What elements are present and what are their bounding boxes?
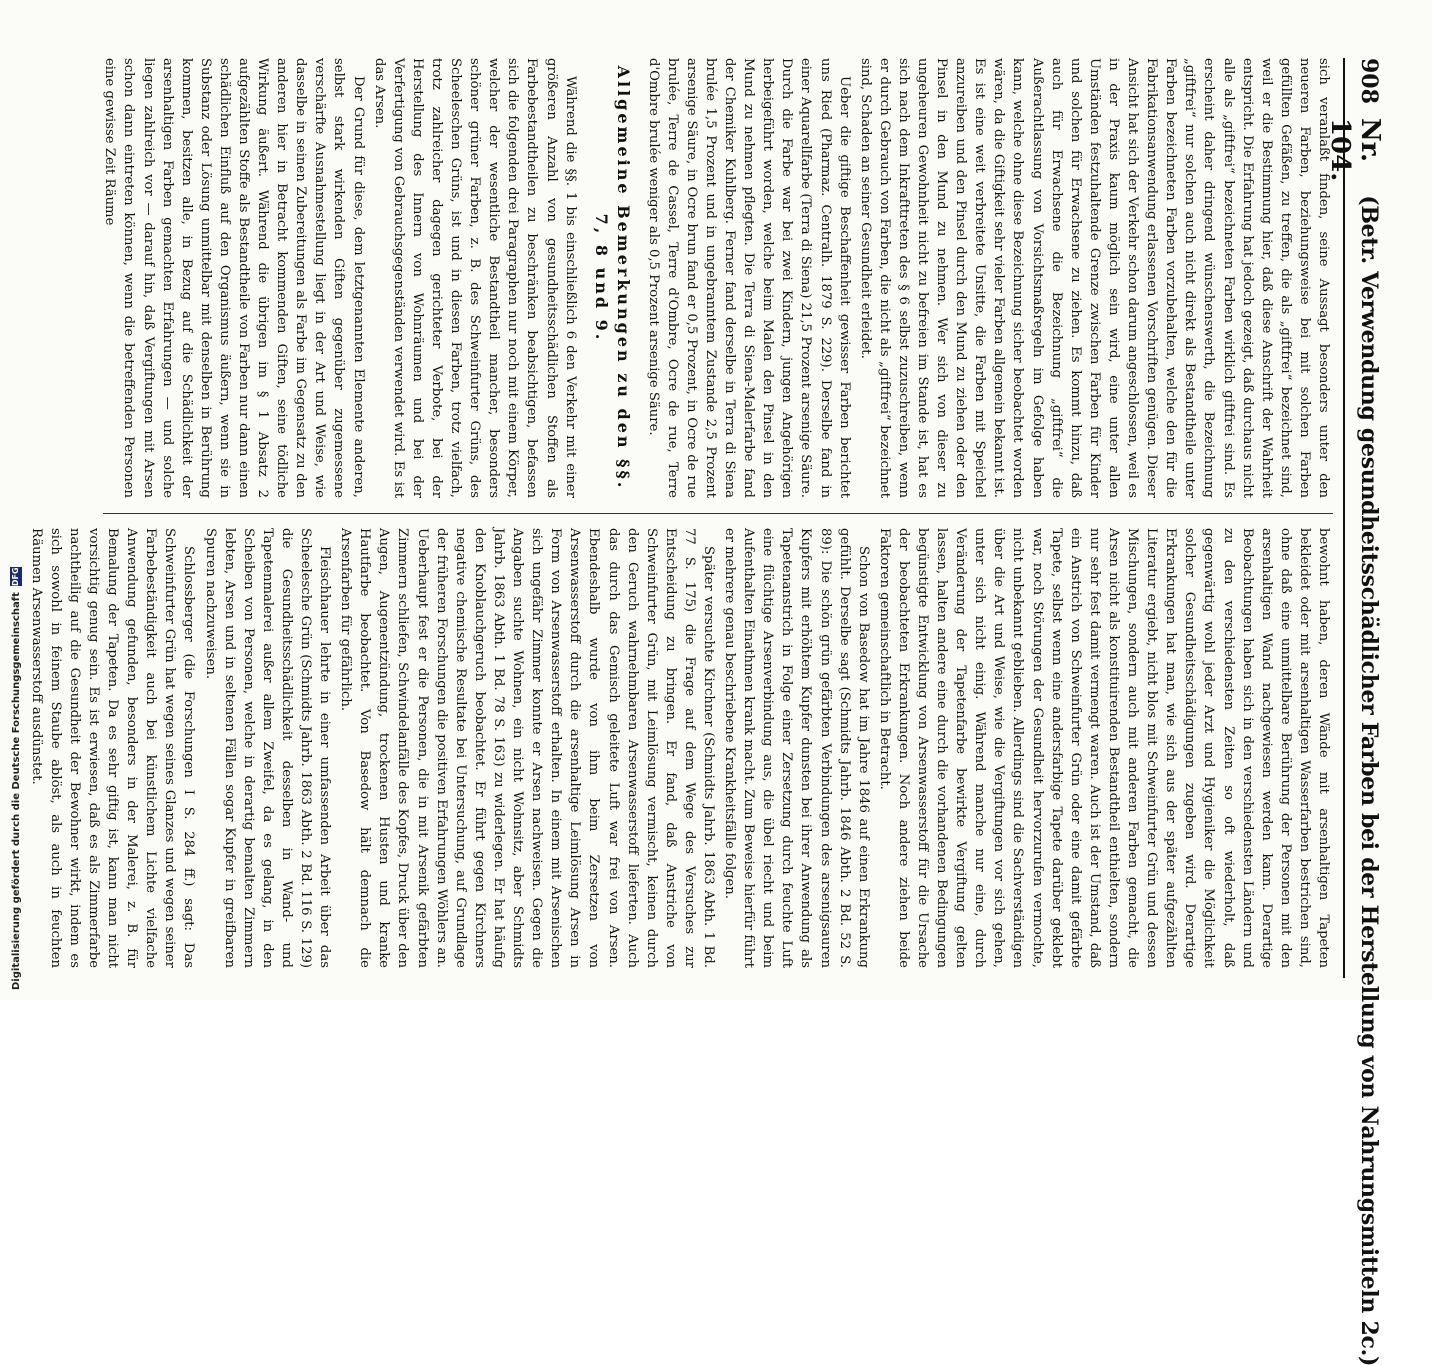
paragraph: Fleischhauer lehrte in einer umfassenden Arbeit über das Scheelesche Grün (Schmidts Jahrb. 1863 Abth. 2 Bd. 116 S. 129) die Gesundheitsschädlichkeit desselben in Wand- und Tapetenmalerei außer allem Zweifel, da es gelang, in den Scheiben von Personen, welche in derartig bemalten Zimmern lebten, Arsen und in seltenen Fällen sogar Kupfer in greifbaren Spuren nachzuweisen. bbox=[202, 528, 333, 968]
left-column bbox=[103, 58, 1333, 498]
digitization-credit bbox=[6, 567, 26, 990]
page-number: 908 bbox=[1356, 58, 1382, 104]
column-divider bbox=[103, 513, 1333, 514]
running-title: (Betr. Verwendung gesundheitsschädlicher Farben bei der Herstellung von Nahrungsmitteln 2c.) bbox=[1356, 195, 1382, 1366]
issue-number: Nr. 104. bbox=[1325, 117, 1385, 182]
paragraph: sich veranlaßt finden, seine Aussagt besonders unter den neueren Farben, beziehungsweise bei mit solchen Farben gefüllten Gefäßen, zu treffen, die als „giftfrei“ bezeichnet sind, weil er die Bestimmung hier, daß diese Anschrift der Wahrheit entspricht. Die Erfahrung hat jedoch gezeigt, daß durchaus nicht alle als „giftfrei“ bezeichneten Farben wirklich giftfrei sind. Es erscheint daher dringend wünschenswerth, die Bezeichnung „giftfrei“ nur solchen auch nicht direkt als Bestandtheile unter Farben bezeichneten Farben vorzubehalten, welche den für die Fabrikationsanwendung erlassenen Vorschriften genügen. Dieser Ansicht hat sich der Verkehr schon darum angeschlossen, weil es in der Praxis kaum möglich sein wird, eine unter allen Umständen festzuhaltende Grenze zwischen Farben für Kinder und solchen für Erwachsene zu ziehen. Es kommt hinzu, daß auch für Erwachsene die Bezeichnung „giftfrei“ die Außerachtlassung von Vorsichtsmaßregeln im Gefolge haben kann, welche ohne diese Bezeichnung sicher beobachtet worden wären, da die Giftigkeit sehr vieler Farben allgemein bekannt ist. Es ist eine weit verbreitete Unsitte, die Farben mit Speichel anzureiben und den Pinsel durch den Mund zu ziehen oder den Pinsel in den Mund zu nehmen. Wer sich von dieser zu ungeheuren Gewohnheit nicht zu befreien im Stande ist, hat es sich nach dem Inkrafttreten des § 6 selbst zuzuschreiben, wenn er durch Gebrauch von Farben, die nicht als „giftfrei“ bezeichnet sind, Schaden an seiner Gesundheit erleidet. bbox=[857, 58, 1331, 498]
paragraph: Später versuchte Kirchner (Schmidts Jahrb. 1863 Abth. 1 Bd. 77 S. 175) die Frage auf dem Wege des Versuches zur Entscheidung zu bringen. Er fand, daß Anstriche von Schweinfurter Grün, mit Leimlösung vermischt, keinen durch den Geruch wahrnehmbaren Arsenwasserstoff lieferten. Auch das durch das Gemisch geleitete Luft war frei von Arsen. Ebendeshalb wurde von ihm beim Zersetzen von Arsenwasserstoff durch die arsenhaltige Leimlösung Arsen in Form von Arsenwasserstoff erhalten. In einem mit Arsenischen sich ungefähr Zimmer konnte er Arsen nachweisen. Gegen die Angaben suchte Wohnen, ein nicht Wohnsitz, aber Schmidts Jahrb. 1863 Abth. 1 Bd. 78 S. 163) zu widerlegen. Er hat häufig den Knoblauchgeruch beobachtet. Er führt gegen Kirchners negative chemische Resultate bei Untersuchung, auf Grundlage der früheren Forschungen die positiven Erfahrungen Wöhlers an. Ueberhaupt fest er die Personen, die in mit Arsenik gefärbten Zimmern schliefen, Schwindelanfälle des Kopfes, Druck über den Augen, Augenentzündung, trockenen Husten und kranke Hautfarbe beobachtet. Von Basedow hält demnach die Arsenfarben für gefährlich. bbox=[338, 528, 716, 968]
paragraph: Während die §§. 1 bis einschließlich 6 den Verkehr mit einer größeren Anzahl von gesundheitsschädlichen Stoffen als Farbebestandtheilen zu beschränken beabsichtigen, befassen sich die folgenden drei Paragraphen nur noch mit einem Körper, welcher der wesentliche Bestandtheil mancher, besonders schöner grüner Farben, z. B. des Schweinfurter Grüns, des Scheeleschen Grüns, ist und in diesen Farben, trotz vielfach, trotz zahlreicher dagegen gerichteter Verbote, bei der Herstellung des Innern von Wohnräumen und bei der Verfertigung von Gebrauchsgegenständen verwendet wird. Es ist das Arsen. bbox=[371, 58, 578, 498]
dfg-logo-icon: DFG bbox=[11, 567, 20, 587]
right-column bbox=[28, 528, 1333, 968]
paragraph: bewohnt haben, deren Wände mit arsenhaltigen Tapeten bekleidet oder mit arsenhaltigen Wasserfarben bestrichen sind, ohne daß eine unmittelbare Berührung der Personen mit den arsenhaltigen Wand nachgewiesen werden kann. Derartige Beobachtungen haben sich in den verschiedensten Ländern und zu den verschiedensten Zeiten so oft wiederholt, daß gegenwärtig wohl jeder Arzt und Hygieniker die Möglichkeit solcher Gesundheitsschädigungen zugeben wird. Derartige Erkrankungen hat man, wie sich aus der später aufgezählten Literatur ergiebt, nicht blos mit Schweinfurter Grün und dessen Mischungen, sondern auch mit anderen Farben gemacht, die Arsen nicht als konstituirenden Bestandtheil enthielten, sondern nur sehr fest damit vermengt waren. Auch ist der Umstand, daß ein Anstrich von Schweinfurter Grün oder eine damit gefärbte Tapete, selbst wenn eine andersfarbige Tapete darüber geklebt war, noch Störungen der Gesundheit hervorzurufen vermochte, nicht unbekannt geblieben. Allerdings sind die Sachverständigen über die Art und Weise, wie die Vergiftungen vor sich gehen, unter sich nicht einig. Während manche nur eine, durch Veränderung der Tapetenfarbe bewirkte Vergiftung gelten lassen, halten andere eine durch die vorhandenen Bedingungen begünstigte Entwicklung von Arsenwasserstoff für die Ursache der beobachteten Erkrankungen. Noch andere ziehen beide Faktoren gemeinschaftlich in Betracht. bbox=[876, 528, 1331, 968]
paragraph: Der Grund für diese, dem letztgenannten Elemente anderen, selbst stark wirkenden Giften gegenüber zugemessene verschärfte Ausnahmestellung liegt in der Art und Weise, wie dasselbe in seinen Zubereitungen als Farbe im Gegensatz zu den anderen hier in Betracht kommenden Giften, seine tödliche Wirkung äußert. Während die übrigen im § 1 Absatz 2 aufgezählten Stoffe als Bestandtheile von Farben nur dann einen schädlichen Einfluß auf den Organismus äußern, wenn sie in Substanz oder Lösung unmittelbar mit denselben in Berührung kommen, besitzen alle, in Bezug auf die Schädlichkeit der arsenhaltigen Farben gemachten Erfahrungen — und solche liegen zahlreich vor — darauf hin, daß Vergiftungen mit Arsen schon dann eintreten können, wenn die betreffenden Personen eine gewisse Zeit Räume bbox=[102, 58, 366, 498]
paragraph: Schlossberger (die Forschungen I S. 284 ff.) sagt: Das Schweinfurter Grün hat wegen seines Glanzes und wegen seiner Farbebeständigkeit auch bei künstlichem Lichte vielfache Anwendung gefunden, besonders in der Malerei, z. B. für Bemalung der Tapeten. Da es sehr giftig ist, kann man nicht vorsichtig genug sein. Es ist erwiesen, daß es als Zimmerfarbe nachtheilig auf die Gesundheit der Bewohner wirkt, indem es sich sowohl in feinem Staube ablöst, als auch in feuchten Räumen Arsenwasserstoff ausdünstet. bbox=[28, 528, 197, 968]
document-page bbox=[28, 58, 1385, 1366]
paragraph: Ueber die giftige Beschaffenheit gewisser Farben berichtet uns Ried (Pharmaz. Centralh. 1879 S. 229). Derselbe fand in einer Aquarellfarbe (Terra di Siena) 21,5 Prozent arsenige Säure. Durch die Farbe war bei zwei Kindern, jungen Angehörigen herbeigeführt worden, welche beim Malen den Pinsel in den Mund zu nehmen pflegten. Die Terra di Siena-Malerfarbe fand der Chemiker Kuhlberg. Ferner fand derselbe in Terra di Siena brulée 1,5 Prozent und in ungebranntem Zustande 2,5 Prozent arsenige Säure, in Ocre brun fand er 0,5 Prozent, in Ocre de rue brulée, Terre de Cassel, Terre d'Ombre, Ocre de rue, Terre d'Ombre brulée weniger als 0,5 Prozent arsenige Säure. bbox=[645, 58, 852, 498]
section-heading: Allgemeine Bemerkungen zu den §§. 7, 8 und 9. bbox=[591, 65, 633, 491]
credit-text: Digitalisierung gefördert durch die Deutsche Forschungsgemeinschaft bbox=[10, 592, 22, 990]
page-header bbox=[1325, 58, 1385, 1366]
paragraph: Schon von Basedow hat im Jahre 1846 auf einen Erkrankung gefühlt. Derselbe sagt (Schmidts Jahrb. 1846 Abth. 2 Bd. 52 S. 89): Die schön grün gefärbten Verbindungen des arsenigsauren Kupfers mit erhöhtem Kupfer dunsten bei ihrer Anwendung als Tapetenanstrich in Folge einer Zersetzung durch feuchte Luft eine flüchtige Arsenverbindung aus, die übel riecht und beim Aufenthalten Einathmen krank macht. Zum Beweise hierfür führt er mehrere genau beschriebene Krankheitsfälle folgen. bbox=[722, 528, 871, 968]
